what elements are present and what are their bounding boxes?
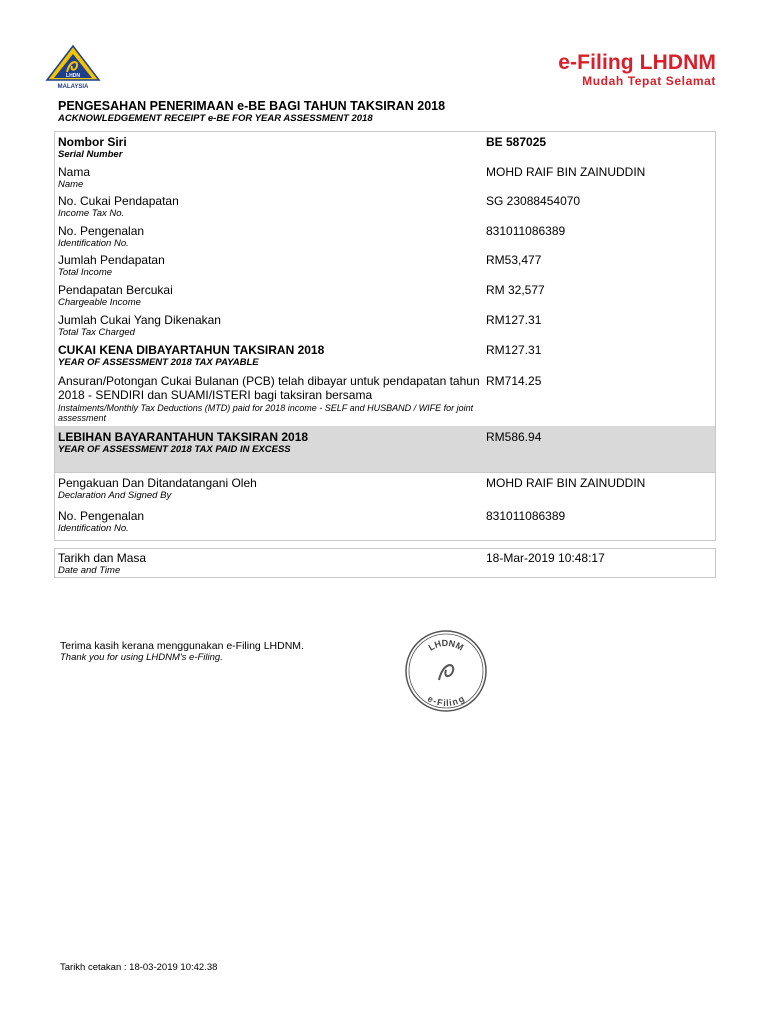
row-pcb-paid bbox=[58, 374, 483, 423]
row-label: Jumlah Cukai Yang Dikenakan bbox=[58, 313, 221, 327]
row-sublabel: Chargeable Income bbox=[58, 297, 141, 308]
datetime-box bbox=[54, 548, 716, 578]
receipt-details-box bbox=[54, 131, 716, 473]
row-income-tax-no bbox=[58, 194, 483, 219]
seal-text-top: LHDNM bbox=[426, 637, 466, 653]
logo-text-top: LHDN bbox=[66, 73, 80, 79]
print-date: Tarikh cetakan : 18-03-2019 10:42.38 bbox=[60, 962, 218, 973]
total-income-value: RM53,477 bbox=[486, 253, 542, 267]
row-sublabel: Income Tax No. bbox=[58, 208, 125, 219]
document-subtitle: ACKNOWLEDGEMENT RECEIPT e-BE FOR YEAR ASSESSMENT 2018 bbox=[58, 113, 373, 124]
row-tax-paid-in-excess bbox=[58, 430, 483, 455]
row-label: Nombor Siri bbox=[58, 135, 127, 149]
row-label: No. Pengenalan bbox=[58, 509, 145, 523]
thank-you-text-en: Thank you for using LHDNM's e-Filing. bbox=[60, 652, 223, 663]
row-sublabel: YEAR OF ASSESSMENT 2018 TAX PAID IN EXCESS bbox=[58, 444, 291, 455]
declarant-identification-no-value: 831011086389 bbox=[486, 509, 566, 523]
thank-you-text: Terima kasih kerana menggunakan e-Filing LHDNM. bbox=[60, 640, 304, 652]
svg-text:e-Filing bbox=[426, 693, 466, 708]
row-label: LEBIHAN BAYARANTAHUN TAKSIRAN 2018 bbox=[58, 430, 309, 444]
row-label: Pendapatan Bercukai bbox=[58, 283, 173, 297]
efiling-seal-stamp bbox=[403, 628, 489, 714]
row-total-tax-charged bbox=[58, 313, 483, 338]
pcb-paid-value: RM714.25 bbox=[486, 374, 542, 388]
chargeable-income-value: RM 32,577 bbox=[486, 283, 545, 297]
serial-number-value: BE 587025 bbox=[486, 135, 547, 149]
row-sublabel: YEAR OF ASSESSMENT 2018 TAX PAYABLE bbox=[58, 357, 259, 368]
row-datetime bbox=[58, 551, 483, 576]
brand-tagline: Mudah Tepat Selamat bbox=[582, 74, 716, 88]
brand-title: e-Filing LHDNM bbox=[558, 51, 716, 74]
row-label: Jumlah Pendapatan bbox=[58, 253, 165, 267]
name-value: MOHD RAIF BIN ZAINUDDIN bbox=[486, 165, 646, 179]
row-label: CUKAI KENA DIBAYARTAHUN TAKSIRAN 2018 bbox=[58, 343, 325, 357]
thank-you-note bbox=[60, 640, 304, 664]
declaration-box bbox=[54, 473, 716, 541]
row-tax-payable bbox=[58, 343, 483, 368]
tax-paid-in-excess-value: RM586.94 bbox=[486, 430, 542, 444]
row-label: Ansuran/Potongan Cukai Bulanan (PCB) telah dibayar untuk pendapatan tahun 2018 - SENDIRI dan SUAMI/ISTERI bagi taksiran bersama bbox=[58, 374, 480, 402]
row-sublabel: Name bbox=[58, 179, 84, 190]
row-label: Pengakuan Dan Ditandatangani Oleh bbox=[58, 476, 257, 490]
total-tax-charged-value: RM127.31 bbox=[486, 313, 542, 327]
efiling-brand bbox=[558, 52, 716, 88]
row-sublabel: Date and Time bbox=[58, 565, 121, 576]
seal-text-bottom: e-Filing bbox=[425, 693, 466, 709]
logo-text-bottom: MALAYSIA bbox=[57, 84, 89, 90]
row-sublabel: Declaration And Signed By bbox=[58, 490, 172, 501]
datetime-value: 18-Mar-2019 10:48:17 bbox=[486, 551, 605, 565]
row-name bbox=[58, 165, 483, 190]
row-sublabel: Instalments/Monthly Tax Deductions (MTD) paid for 2018 income - SELF and HUSBAND / WIFE for joint assessment bbox=[58, 403, 474, 423]
row-label: No. Pengenalan bbox=[58, 224, 145, 238]
row-label: No. Cukai Pendapatan bbox=[58, 194, 179, 208]
row-total-income bbox=[58, 253, 483, 278]
income-tax-no-value: SG 23088454070 bbox=[486, 194, 581, 208]
row-sublabel: Total Income bbox=[58, 267, 113, 278]
row-identification-no bbox=[58, 224, 483, 249]
tax-payable-value: RM127.31 bbox=[486, 343, 542, 357]
row-label: Tarikh dan Masa bbox=[58, 551, 147, 565]
identification-no-value: 831011086389 bbox=[486, 224, 566, 238]
declared-by-value: MOHD RAIF BIN ZAINUDDIN bbox=[486, 476, 646, 490]
svg-text:LHDNM bbox=[427, 638, 465, 653]
row-chargeable-income bbox=[58, 283, 483, 308]
row-serial-number bbox=[58, 135, 483, 160]
row-sublabel: Identification No. bbox=[58, 523, 129, 534]
row-sublabel: Identification No. bbox=[58, 238, 129, 249]
row-sublabel: Total Tax Charged bbox=[58, 327, 135, 338]
row-declarant-identification-no bbox=[58, 509, 483, 534]
row-sublabel: Serial Number bbox=[58, 149, 123, 160]
lhdn-logo bbox=[44, 44, 102, 90]
row-label: Nama bbox=[58, 165, 91, 179]
row-declared-by bbox=[58, 476, 483, 501]
document-title: PENGESAHAN PENERIMAAN e-BE BAGI TAHUN TAKSIRAN 2018 bbox=[58, 99, 446, 113]
